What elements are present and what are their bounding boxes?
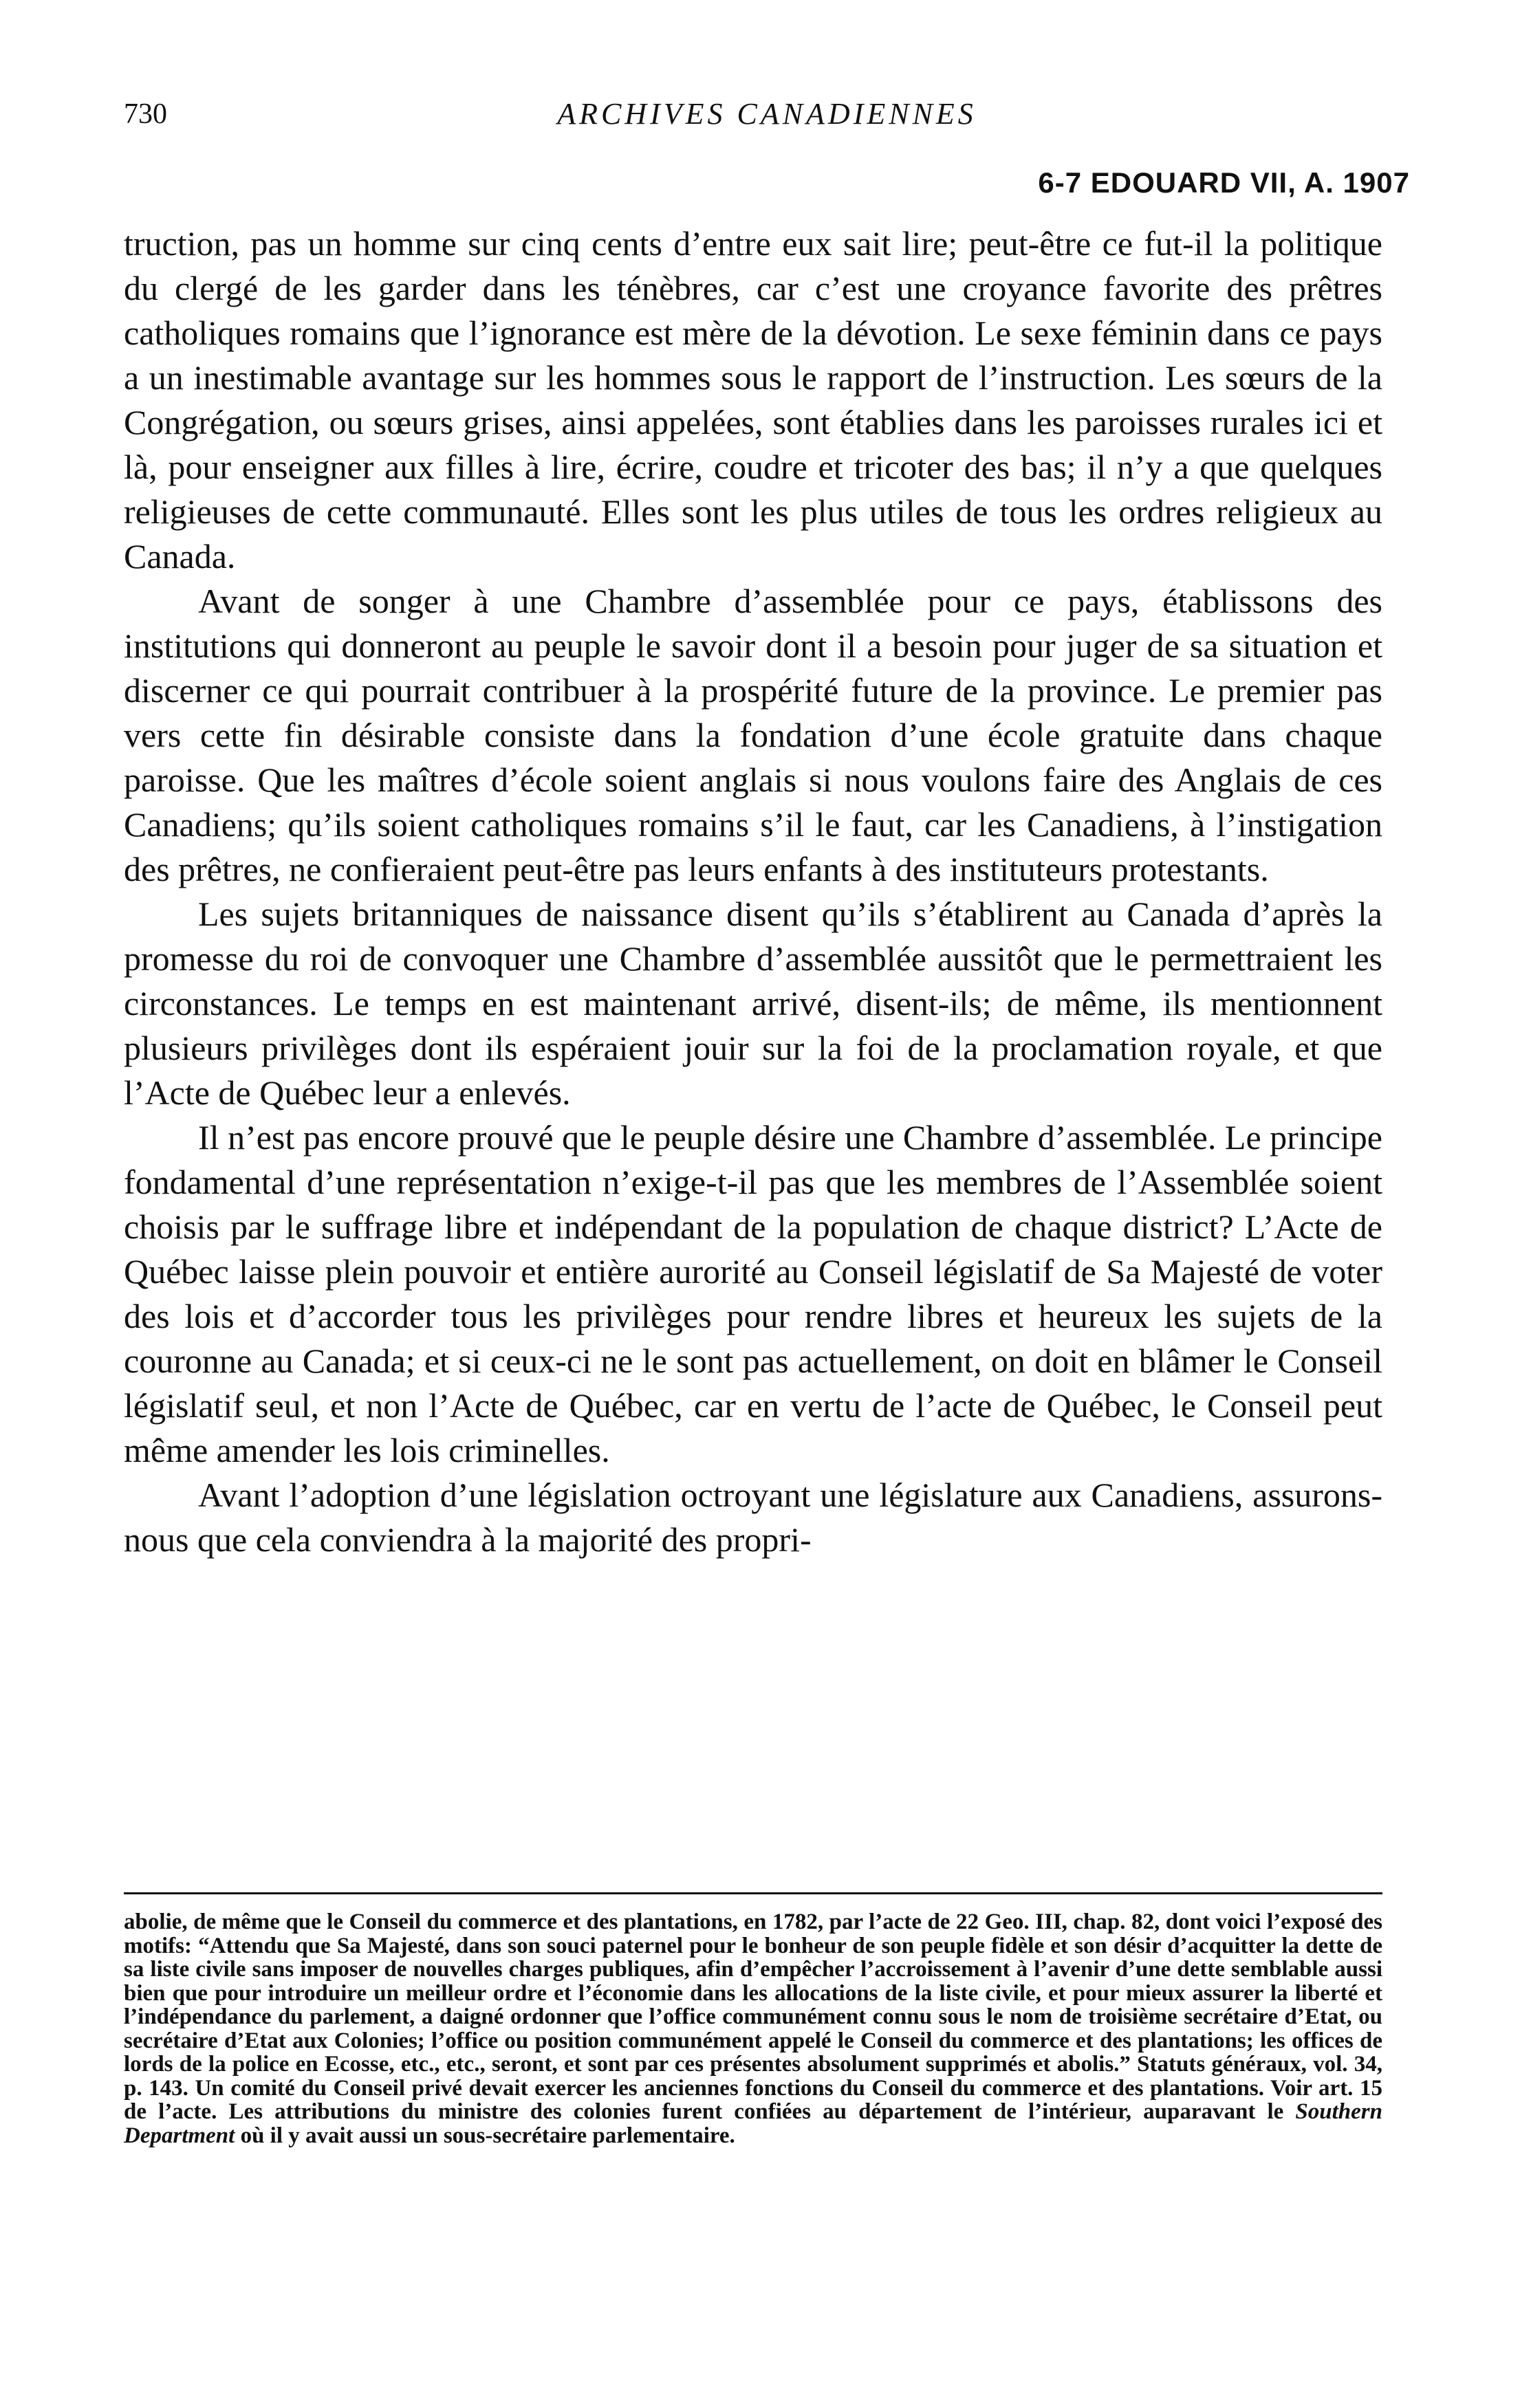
paragraph-1: truction, pas un homme sur cinq cents d’entre eux sait lire; peut-être ce fut-il la politique du clergé de les garder dans les ténèbres, car c’est une croyance favorite des prêtres catholiques romains que l’ignorance est mère de la dévotion. Le sexe féminin dans ce pays a un inestimable avantage sur les hommes sous le rapport de l’instruction. Les sœurs de la Congrégation, ou sœurs grises, ainsi appelées, sont établies dans les paroisses rurales ici et là, pour enseigner aux filles à lire, écrire, coudre et tricoter des bas; il n’y a que quelques religieuses de cette communauté. Elles sont les plus utiles de tous les ordres religieux au Canada. [124,224,1382,576]
page-header [124,94,1410,135]
session-reference: 6-7 EDOUARD VII, A. 1907 [1038,166,1410,199]
running-title: ARCHIVES CANADIENNES [557,97,977,131]
footnote-text-end: où il y avait aussi un sous-secrétaire parlementaire. [235,2123,735,2148]
paragraph-4: Il n’est pas encore prouvé que le peuple désire une Chambre d’assemblée. Le principe fondamental d’une représentation n’exige-t-il pas que les membres de l’Assemblée soient choisis par le suffrage libre et indépendant de la population de chaque district? L’Acte de Québec laisse plein pouvoir et entière aurorité au Conseil législatif de Sa Majesté de voter des lois et d’accorder tous les privilèges pour rendre libres et heureux les sujets de la couronne au Canada; et si ceux-ci ne le sont pas actuellement, on doit en blâmer le Conseil législatif seul, et non l’Acte de Québec, car en vertu de l’acte de Québec, le Conseil peut même amender les lois criminelles. [124,1118,1382,1469]
footnote-italic-term: Southern Department [124,2099,1382,2148]
footnote-paragraph [124,1910,1382,2147]
footnote [124,1910,1382,2147]
page-number: 730 [124,98,167,130]
paragraph-3: Les sujets britanniques de naissance disent qu’ils s’établirent au Canada d’après la promesse du roi de convoquer une Chambre d’assemblée aussitôt que le permettraient les circonstances. Le temps en est maintenant arrivé, disent-ils; de même, ils mentionnent plusieurs privilèges dont ils espéraient jouir sur la foi de la proclamation royale, et que l’Acte de Québec leur a enlevés. [124,895,1382,1112]
footnote-divider [124,1892,1382,1894]
paragraph-5: Avant l’adoption d’une législation octroyant une législature aux Canadiens, assurons-nous que cela conviendra à la majorité des propri- [124,1476,1382,1559]
main-text [124,221,1382,1562]
paragraph-2: Avant de songer à une Chambre d’assemblée pour ce pays, établissons des institutions qui donneront au peuple le savoir dont il a besoin pour juger de sa situation et discerner ce qui pourrait contribuer à la prospérité future de la province. Le premier pas vers cette fin désirable consiste dans la fondation d’une école gratuite dans chaque paroisse. Que les maîtres d’école soient anglais si nous voulons faire des Anglais de ces Canadiens; qu’ils soient catholiques romains s’il le faut, car les Canadiens, à l’instigation des prêtres, ne confieraient peut-être pas leurs enfants à des instituteurs protestants. [124,582,1382,888]
footnote-text-start: abolie, de même que le Conseil du commerce et des plantations, en 1782, par l’acte de 22 Geo. III, chap. 82, dont voici l’exposé des motifs: “Attendu que Sa Majesté, dans son souci paternel pour le bonheur de son peuple fidèle et son désir d’acquitter la dette de sa liste civile sans imposer de nouvelles charges publiques, afin d’empêcher l’accroissement à l’avenir d’une dette semblable aussi bien que pour introduire un meilleur ordre et l’économie dans les allocations de la liste civile, et pour mieux assurer la liberté et l’indépendance du parlement, a daigné ordonner que l’office communément connu sous le nom de troisième secrétaire d’Etat, ou secrétaire d’Etat aux Colonies; l’office ou position communément appelé le Conseil du commerce et des plantations; les offices de lords de la police en Ecosse, etc., etc., seront, et sont par ces présentes absolument supprimés et abolis.” Statuts généraux, vol. 34, p. 143. Un comité du Conseil privé devait exercer les anciennes fonctions du Conseil du commerce et des plantations. Voir art. 15 de l’acte. Les attributions du ministre des colonies furent confiées au département de l’intérieur, auparavant le [124,1909,1382,2124]
